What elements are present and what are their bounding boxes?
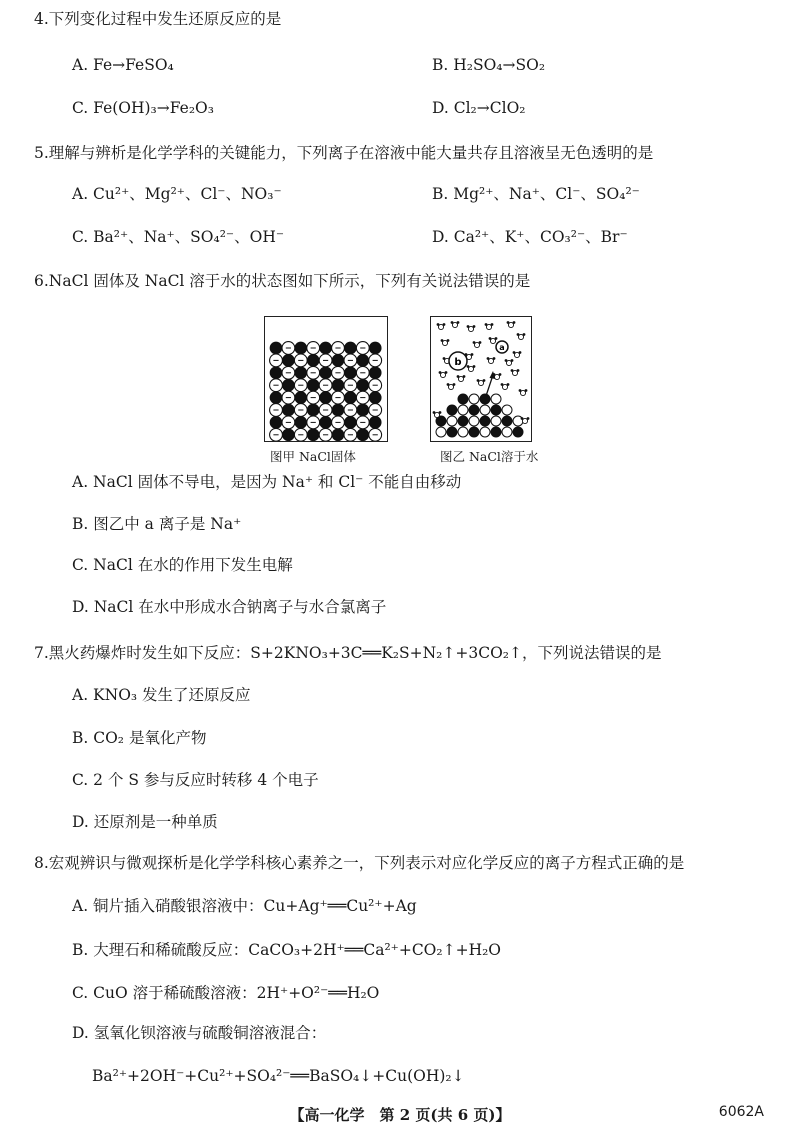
sodium-ion [307,379,319,391]
sodium-ion [320,417,332,429]
sodium-ion [295,342,307,354]
chloride-ion [458,405,468,415]
q8-option-d-equation: Ba²⁺+2OH⁻+Cu²⁺+SO₄²⁻══BaSO₄↓+Cu(OH)₂↓ [92,1067,465,1085]
hydrogen-atom [467,365,470,368]
q7-option-b: B. CO₂ 是氧化产物 [72,729,207,747]
sodium-ion [270,367,282,379]
hydrogen-atom [467,325,470,328]
sodium-ion [513,427,523,437]
chloride-ion [502,427,512,437]
hydrogen-atom [505,359,508,362]
hydrogen-atom [443,357,446,360]
hydrogen-atom [493,357,496,360]
nacl-dissolve-diagram [431,317,531,441]
q8-option-a: A. 铜片插入硝酸银溶液中：Cu+Ag⁺══Cu²⁺+Ag [72,897,417,915]
q6-option-a: A. NaCl 固体不导电，是因为 Na⁺ 和 Cl⁻ 不能自由移动 [72,473,462,491]
chloride-ion [480,427,490,437]
sodium-ion [469,405,479,415]
q4-option-c: C. Fe(OH)₃→Fe₂O₃ [72,99,214,117]
hydrogen-atom [501,383,504,386]
hydrogen-atom [453,383,456,386]
ion-label-a: a [499,343,505,352]
q5-option-b: B. Mg²⁺、Na⁺、Cl⁻、SO₄²⁻ [432,185,640,203]
sodium-ion [320,392,332,404]
sodium-ion [491,427,501,437]
hydrogen-atom [439,411,442,414]
hydrogen-atom [473,341,476,344]
q6-option-c: C. NaCl 在水的作用下发生电解 [72,556,293,574]
sodium-ion [345,417,357,429]
hydrogen-atom [507,383,510,386]
page-code: 6062A [718,1104,764,1120]
chloride-ion [469,394,479,404]
sodium-ion [332,429,344,441]
sodium-ion [295,417,307,429]
hydrogen-atom [451,321,454,324]
sodium-ion [447,427,457,437]
hydrogen-atom [457,375,460,378]
hydrogen-atom [463,375,466,378]
sodium-ion [357,429,369,441]
chloride-ion [502,405,512,415]
hydrogen-atom [521,417,524,420]
sodium-ion [502,416,512,426]
q4-option-a: A. Fe→FeSO₄ [72,56,174,74]
chloride-ion [491,394,501,404]
hydrogen-atom [443,323,446,326]
hydrogen-atom [495,337,498,340]
sodium-ion [345,392,357,404]
chloride-ion [436,427,446,437]
figure-caption-dissolve: 图乙 NaCl溶于水 [440,449,539,464]
hydrogen-atom [457,321,460,324]
chloride-ion [480,405,490,415]
hydrogen-atom [507,321,510,324]
hydrogen-atom [473,365,476,368]
page-footer: 【高一化学 第 2 页(共 6 页)】 [289,1106,511,1124]
q7-option-a: A. KNO₃ 发生了还原反应 [72,686,251,704]
q8-option-b: B. 大理石和稀硫酸反应：CaCO₃+2H⁺══Ca²⁺+CO₂↑+H₂O [72,941,502,959]
sodium-ion [283,404,295,416]
q7-option-d: D. 还原剂是一种单质 [72,813,218,831]
hydrogen-atom [437,323,440,326]
sodium-ion [283,379,295,391]
sodium-ion [491,405,501,415]
hydrogen-atom [499,373,502,376]
sodium-ion [332,379,344,391]
chloride-ion [469,416,479,426]
q5-option-c: C. Ba²⁺、Na⁺、SO₄²⁻、OH⁻ [72,228,285,246]
ion-label-b: b [454,357,462,368]
hydrogen-atom [511,369,514,372]
hydrogen-atom [517,333,520,336]
sodium-ion [357,379,369,391]
hydrogen-atom [511,359,514,362]
hydrogen-atom [527,417,530,420]
sodium-ion [469,427,479,437]
sodium-ion [332,355,344,367]
sodium-ion [458,416,468,426]
sodium-ion [447,405,457,415]
sodium-ion [270,392,282,404]
hydrogen-atom [513,351,516,354]
q6-option-b: B. 图乙中 a 离子是 Na⁺ [72,515,242,533]
hydrogen-atom [513,321,516,324]
hydrogen-atom [489,337,492,340]
hydrogen-atom [479,341,482,344]
hydrogen-atom [485,323,488,326]
hydrogen-atom [447,339,450,342]
hydrogen-atom [433,411,436,414]
sodium-ion [295,367,307,379]
figure-nacl-solid [264,316,388,442]
sodium-ion [320,367,332,379]
sodium-ion [283,429,295,441]
sodium-ion [458,394,468,404]
sodium-ion [345,367,357,379]
hydrogen-atom [441,339,444,342]
sodium-ion [369,392,381,404]
q4-stem: 4.下列变化过程中发生还原反应的是 [34,10,282,28]
hydrogen-atom [525,389,528,392]
sodium-ion [332,404,344,416]
hydrogen-atom [491,323,494,326]
hydrogen-atom [477,379,480,382]
hydrogen-atom [445,371,448,374]
sodium-ion [283,355,295,367]
sodium-ion [480,416,490,426]
sodium-ion [369,367,381,379]
hydrogen-atom [519,351,522,354]
q4-option-d: D. Cl₂→ClO₂ [432,99,526,117]
q8-option-c: C. CuO 溶于稀硫酸溶液：2H⁺+O²⁻══H₂O [72,984,380,1002]
sodium-ion [369,417,381,429]
sodium-ion [357,404,369,416]
q4-option-b: B. H₂SO₄→SO₂ [432,56,546,74]
q7-option-c: C. 2 个 S 参与反应时转移 4 个电子 [72,771,319,789]
q5-option-a: A. Cu²⁺、Mg²⁺、Cl⁻、NO₃⁻ [72,185,282,203]
hydrogen-atom [523,333,526,336]
hydrogen-atom [473,325,476,328]
sodium-ion [307,429,319,441]
sodium-ion [307,404,319,416]
q7-stem: 7.黑火药爆炸时发生如下反应：S+2KNO₃+3C══K₂S+N₂↑+3CO₂↑，下列说法错误的是 [34,644,662,662]
sodium-ion [320,342,332,354]
chloride-ion [491,416,501,426]
sodium-ion [270,342,282,354]
sodium-ion [295,392,307,404]
hydrogen-atom [439,371,442,374]
sodium-ion [307,355,319,367]
sodium-ion [357,355,369,367]
sodium-ion [369,342,381,354]
q8-option-d: D. 氢氧化钡溶液与硫酸铜溶液混合： [72,1024,327,1042]
hydrogen-atom [447,383,450,386]
q6-option-d: D. NaCl 在水中形成水合钠离子与水合氯离子 [72,598,387,616]
figure-nacl-dissolve [430,316,532,442]
sodium-ion [345,342,357,354]
q5-stem: 5.理解与辨析是化学学科的关键能力，下列离子在溶液中能大量共存且溶液呈无色透明的是 [34,144,654,162]
q8-stem: 8.宏观辨识与微观探析是化学学科核心素养之一，下列表示对应化学反应的离子方程式正确的是 [34,854,685,872]
q5-option-d: D. Ca²⁺、K⁺、CO₃²⁻、Br⁻ [432,228,628,246]
chloride-ion [458,427,468,437]
sodium-ion [270,417,282,429]
figure-caption-solid: 图甲 NaCl固体 [270,449,356,464]
hydrogen-atom [519,389,522,392]
chloride-ion [447,416,457,426]
hydrogen-atom [483,379,486,382]
hydrogen-atom [471,353,474,356]
hydrogen-atom [517,369,520,372]
nacl-lattice-diagram [265,317,387,441]
q6-stem: 6.NaCl 固体及 NaCl 溶于水的状态图如下所示，下列有关说法错误的是 [34,272,531,290]
hydrogen-atom [487,357,490,360]
